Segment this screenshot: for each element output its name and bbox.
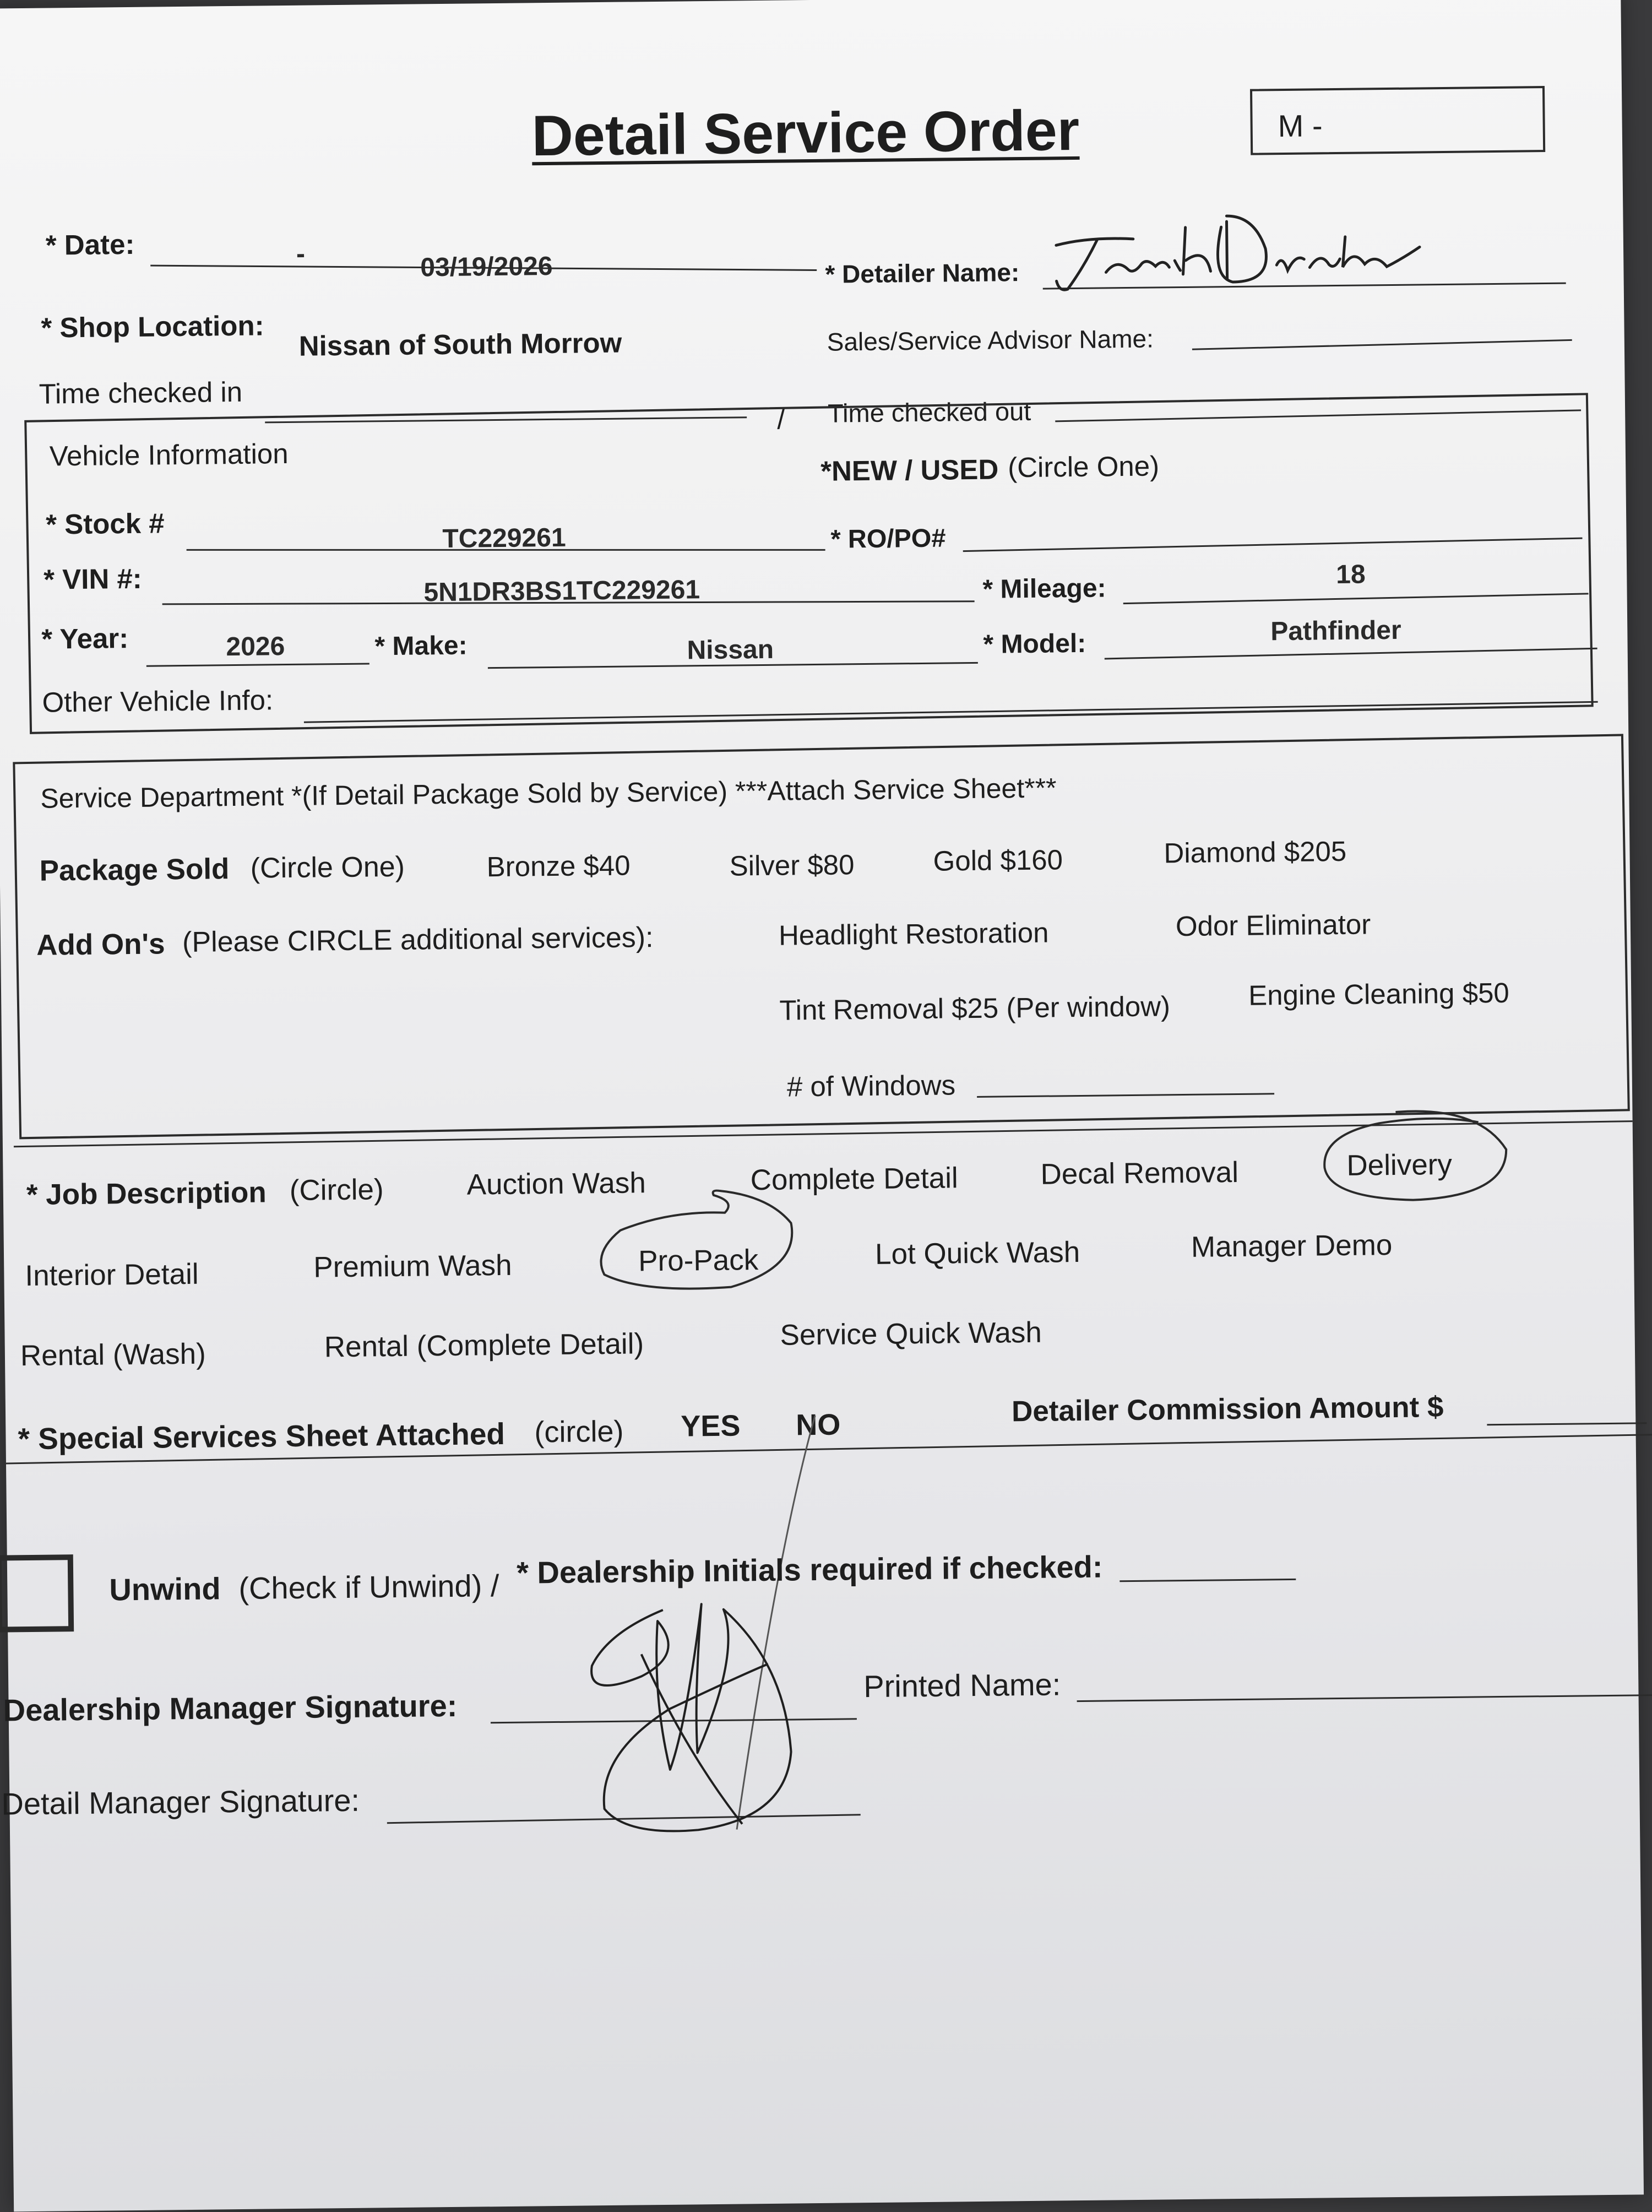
time-in-label: Time checked in bbox=[39, 376, 243, 410]
date-label: * Date: bbox=[45, 228, 135, 261]
job-auction-wash[interactable]: Auction Wash bbox=[466, 1167, 646, 1201]
unwind-hint: (Check if Unwind) / bbox=[238, 1568, 499, 1606]
order-number-label: M - bbox=[1278, 108, 1323, 144]
job-rental-complete-detail[interactable]: Rental (Complete Detail) bbox=[324, 1327, 644, 1364]
service-department-header: Service Department *(If Detail Package Sold by Service) ***Attach Service Sheet*** bbox=[40, 772, 1057, 814]
other-vehicle-info-label: Other Vehicle Info: bbox=[42, 684, 274, 718]
new-used-label[interactable]: *NEW / USED bbox=[820, 453, 999, 487]
special-services-label: * Special Services Sheet Attached bbox=[18, 1416, 506, 1456]
advisor-name-line[interactable] bbox=[1192, 339, 1572, 350]
add-ons-hint: (Please CIRCLE additional services): bbox=[182, 921, 654, 959]
detailer-signature bbox=[1045, 203, 1431, 300]
year-label: * Year: bbox=[41, 622, 129, 655]
detailer-name-label: * Detailer Name: bbox=[825, 258, 1020, 289]
new-used-hint: (Circle One) bbox=[1007, 450, 1160, 484]
shop-location-label: * Shop Location: bbox=[41, 310, 264, 344]
job-manager-demo[interactable]: Manager Demo bbox=[1191, 1229, 1393, 1264]
special-services-yes[interactable]: YES bbox=[681, 1409, 741, 1443]
form-title: Detail Service Order bbox=[531, 98, 1080, 169]
job-description-label: * Job Description bbox=[26, 1176, 267, 1212]
model-value: Pathfinder bbox=[1270, 615, 1401, 647]
make-label: * Make: bbox=[374, 631, 468, 662]
job-decal-removal[interactable]: Decal Removal bbox=[1040, 1156, 1239, 1191]
printed-name-label: Printed Name: bbox=[863, 1667, 1061, 1704]
year-value: 2026 bbox=[226, 632, 285, 662]
job-delivery[interactable]: Delivery bbox=[1346, 1148, 1453, 1182]
job-service-quick-wash[interactable]: Service Quick Wash bbox=[780, 1316, 1042, 1352]
package-sold-label: Package Sold bbox=[39, 853, 230, 887]
unwind-checkbox[interactable] bbox=[0, 1554, 74, 1632]
initials-line[interactable] bbox=[1120, 1579, 1296, 1582]
job-complete-detail[interactable]: Complete Detail bbox=[750, 1162, 959, 1197]
package-silver[interactable]: Silver $80 bbox=[729, 849, 855, 882]
ro-po-label: * RO/PO# bbox=[830, 523, 946, 554]
dealership-manager-signature-label: Dealership Manager Signature: bbox=[3, 1688, 458, 1728]
vin-label: * VIN #: bbox=[43, 562, 143, 595]
initials-required-label: * Dealership Initials required if checked: bbox=[516, 1549, 1103, 1590]
date-value: 03/19/2026 bbox=[420, 251, 553, 283]
commission-label: Detailer Commission Amount $ bbox=[1011, 1391, 1444, 1428]
commission-line[interactable] bbox=[1487, 1422, 1646, 1425]
package-gold[interactable]: Gold $160 bbox=[933, 844, 1063, 877]
special-services-hint: (circle) bbox=[534, 1414, 624, 1449]
job-premium-wash[interactable]: Premium Wash bbox=[313, 1249, 512, 1284]
job-pro-pack[interactable]: Pro-Pack bbox=[638, 1244, 759, 1278]
stock-label: * Stock # bbox=[45, 507, 165, 540]
make-value: Nissan bbox=[687, 635, 774, 665]
shop-location-value: Nissan of South Morrow bbox=[298, 327, 622, 362]
add-ons-label: Add On's bbox=[36, 928, 165, 962]
package-diamond[interactable]: Diamond $205 bbox=[1164, 835, 1347, 869]
vehicle-info-header: Vehicle Information bbox=[49, 437, 289, 472]
addon-engine-cleaning[interactable]: Engine Cleaning $50 bbox=[1248, 977, 1510, 1011]
model-label: * Model: bbox=[983, 628, 1086, 659]
mileage-value: 18 bbox=[1335, 560, 1366, 590]
detail-manager-signature-label: Detail Manager Signature: bbox=[1, 1782, 360, 1821]
unwind-label: Unwind bbox=[109, 1571, 221, 1607]
package-sold-hint: (Circle One) bbox=[250, 850, 405, 885]
delivery-circle-mark bbox=[1313, 1100, 1523, 1212]
pro-pack-circle-mark bbox=[587, 1173, 808, 1302]
vin-value: 5N1DR3BS1TC229261 bbox=[423, 575, 700, 608]
windows-label: # of Windows bbox=[786, 1069, 956, 1103]
addon-odor-eliminator[interactable]: Odor Eliminator bbox=[1175, 908, 1371, 942]
date-mark: - bbox=[296, 239, 306, 269]
job-lot-quick-wash[interactable]: Lot Quick Wash bbox=[874, 1235, 1080, 1271]
time-out-label: Time checked out bbox=[827, 396, 1031, 428]
job-interior-detail[interactable]: Interior Detail bbox=[25, 1257, 199, 1293]
manager-signature bbox=[574, 1586, 808, 1842]
job-description-hint: (Circle) bbox=[289, 1173, 384, 1207]
job-rental-wash[interactable]: Rental (Wash) bbox=[20, 1337, 206, 1373]
stock-value: TC229261 bbox=[442, 523, 566, 554]
addon-headlight-restoration[interactable]: Headlight Restoration bbox=[778, 917, 1049, 951]
advisor-name-label: Sales/Service Advisor Name: bbox=[827, 324, 1154, 356]
special-services-no[interactable]: NO bbox=[796, 1408, 841, 1442]
package-bronze[interactable]: Bronze $40 bbox=[486, 849, 631, 883]
time-separator: / bbox=[776, 403, 785, 435]
addon-tint-removal[interactable]: Tint Removal $25 (Per window) bbox=[779, 990, 1171, 1026]
printed-name-line[interactable] bbox=[1077, 1694, 1652, 1702]
mileage-label: * Mileage: bbox=[982, 573, 1106, 604]
